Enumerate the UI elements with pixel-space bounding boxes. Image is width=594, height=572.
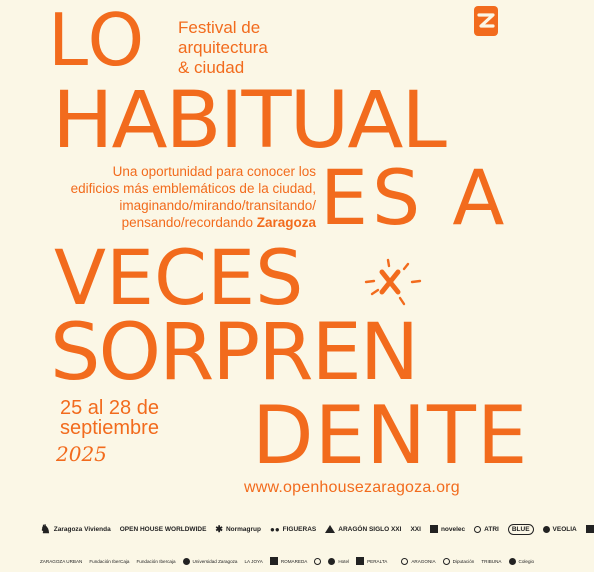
ring-icon xyxy=(443,558,450,565)
sponsor-name: ARAGÓN SIGLO XXI xyxy=(338,525,402,533)
sponsor-logo xyxy=(474,526,499,533)
circle-icon xyxy=(543,526,550,533)
headline-word-habitual: HABITUAL xyxy=(52,76,445,166)
sponsor-name: Diputación xyxy=(452,558,475,564)
sponsor-name: novelec xyxy=(440,525,466,533)
sponsor-name: FIGUERAS xyxy=(282,525,317,533)
sponsor-name: Fundación Ibercaja xyxy=(136,558,176,564)
sponsor-name: Normagrup xyxy=(225,525,261,533)
circle-icon xyxy=(183,558,190,565)
headline-word-veces: VECES xyxy=(54,233,304,322)
sponsor-logo xyxy=(356,557,387,565)
sponsor-name: Zaragoza Vivienda xyxy=(53,525,111,533)
sponsor-row-primary xyxy=(40,516,577,542)
dates-line: 25 al 28 de xyxy=(60,397,159,419)
subtitle-line: Festival de xyxy=(178,18,261,37)
sponsor-logo xyxy=(40,559,82,564)
sponsor-logo xyxy=(270,557,308,565)
sponsor-logo xyxy=(586,525,594,533)
sponsor-logo xyxy=(314,558,321,565)
sponsor-name: Universidad Zaragoza xyxy=(192,558,238,564)
subtitle-line: & ciudad xyxy=(178,58,245,77)
sponsor-name: ROMAREDA xyxy=(280,558,308,564)
spark-burst-icon xyxy=(356,254,426,308)
square-icon xyxy=(270,557,278,565)
ring-icon xyxy=(401,558,408,565)
sponsor-logo xyxy=(328,558,349,565)
headline-word-dente: DENTE xyxy=(252,389,529,482)
sponsor-logo xyxy=(270,525,316,534)
lion-crest-icon: ♞ xyxy=(40,522,51,536)
sponsor-logo xyxy=(89,559,129,564)
sponsor-logo xyxy=(481,559,501,564)
sponsor-name: ATRI xyxy=(484,525,499,533)
sponsor-logo xyxy=(136,559,175,564)
sponsor-name: OPEN HOUSE WORLDWIDE xyxy=(119,525,207,533)
tagline-line: edificios más emblemáticos de la ciudad, xyxy=(70,181,316,196)
sponsor-logo xyxy=(40,522,111,536)
sponsor-name: ZARAGOZA URBAN xyxy=(40,558,83,564)
sponsor-logo xyxy=(215,524,261,535)
sponsor-name: Colegio xyxy=(518,558,535,564)
tagline-line: imaginando/mirando/transitando/ xyxy=(119,198,316,213)
sponsor-logo xyxy=(183,558,238,565)
headline-word-es-a: ES A xyxy=(320,153,509,242)
sponsor-name: TRIBUNA xyxy=(481,558,502,564)
sponsor-name: PERALTA xyxy=(367,558,388,564)
dates-year: 2025 xyxy=(56,442,107,466)
tagline-city: Zaragoza xyxy=(256,215,316,230)
tagline-line-text: pensando/recordando xyxy=(121,215,257,230)
sponsor-row-secondary xyxy=(40,550,535,572)
sponsor-logo xyxy=(443,558,475,565)
triangle-icon xyxy=(325,525,335,533)
sponsor-logos xyxy=(40,516,577,572)
tagline xyxy=(71,163,316,231)
tagline-line: Una oportunidad para conocer los xyxy=(112,164,316,179)
sponsor-logo xyxy=(120,526,207,533)
sponsor-logo xyxy=(508,524,534,535)
sponsor-name: VEOLIA xyxy=(552,525,577,533)
sponsor-logo xyxy=(430,525,465,533)
sponsor-name: BLUE xyxy=(508,524,534,535)
subtitle-line: arquitectura xyxy=(178,38,268,57)
circle-icon xyxy=(509,558,516,565)
ring-icon xyxy=(314,558,321,565)
asterisk-icon: ✱ xyxy=(215,523,223,534)
sponsor-logo xyxy=(543,526,577,533)
headline-word-sorpren: SORPREN xyxy=(50,308,418,398)
sponsor-logo xyxy=(410,526,420,533)
sponsor-name: Hotel xyxy=(338,558,350,564)
headline-word-lo: LO xyxy=(48,0,147,82)
ring-icon xyxy=(474,526,481,533)
website-link[interactable]: www.openhousezaragoza.org xyxy=(244,479,460,496)
sponsor-name: Fundación IberCaja xyxy=(89,558,130,564)
square-icon xyxy=(586,525,594,533)
dates-line: septiembre xyxy=(60,417,159,439)
tagline-line xyxy=(71,214,316,231)
sponsor-name: XXI xyxy=(410,525,421,533)
circle-icon xyxy=(328,558,335,565)
zaragoza-logo-icon xyxy=(474,6,498,36)
festival-dates xyxy=(56,397,159,466)
sponsor-logo xyxy=(325,525,401,533)
sponsor-logo xyxy=(245,559,263,564)
sponsor-name: LA JOYA xyxy=(244,558,263,564)
sponsor-name: ARAGONIA xyxy=(411,558,436,564)
festival-subtitle xyxy=(178,18,268,78)
square-icon xyxy=(430,525,438,533)
dots-icon: ●● xyxy=(269,524,280,534)
square-icon xyxy=(356,557,364,565)
sponsor-logo xyxy=(509,558,535,565)
sponsor-logo xyxy=(401,558,435,565)
